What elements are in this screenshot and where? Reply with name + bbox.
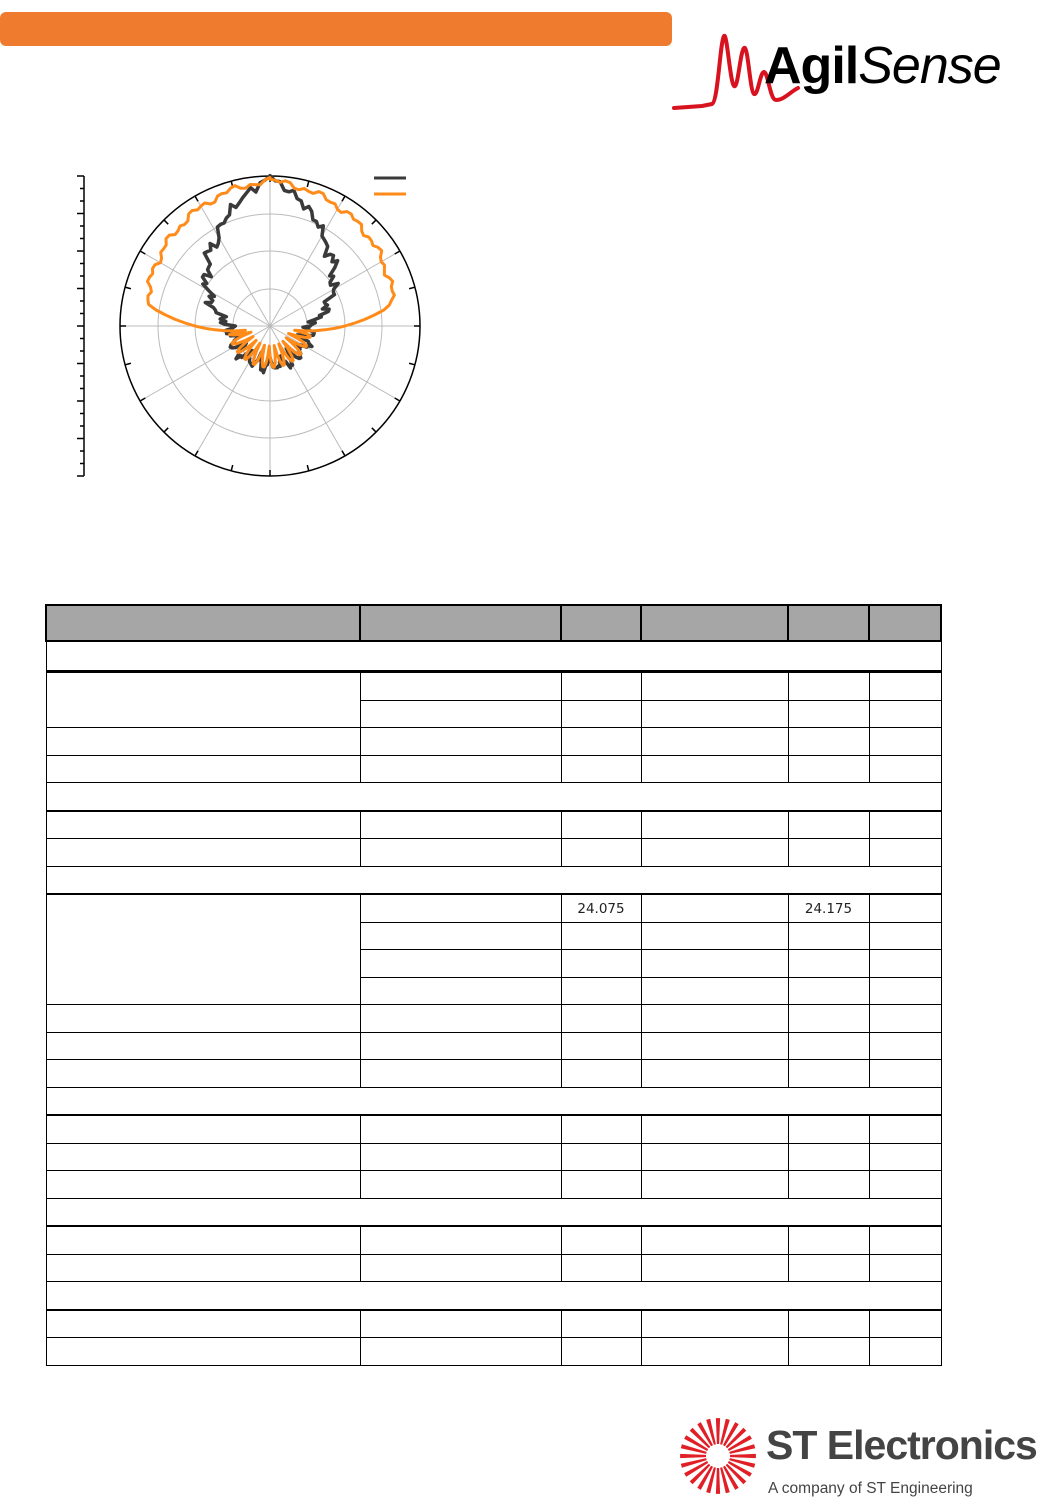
table-row (46, 811, 941, 839)
section-row (46, 1087, 941, 1115)
header-cell (869, 605, 941, 641)
rim-tick (372, 428, 376, 432)
radial-scale-axis (77, 176, 84, 476)
table-row (46, 1005, 941, 1033)
rim-tick (372, 220, 376, 224)
burst-ray (681, 1458, 707, 1468)
burst-ray (706, 1467, 716, 1493)
table-row (46, 894, 941, 922)
agilsense-logo (672, 22, 1048, 122)
table-row (46, 1310, 941, 1338)
table-row (46, 1338, 941, 1366)
table-row (46, 728, 941, 756)
plot-legend (374, 178, 406, 194)
rim-tick (342, 451, 345, 456)
rim-tick (409, 363, 415, 365)
burst-ray (716, 1468, 720, 1494)
burst-ray (720, 1419, 730, 1445)
grid-spoke (195, 196, 270, 326)
header-accent-bar (0, 12, 672, 46)
rim-tick (342, 196, 345, 201)
table-header-row (46, 605, 941, 641)
table-row (46, 1032, 941, 1060)
st-electronics-logo (676, 1408, 1048, 1510)
rim-tick (231, 465, 233, 471)
section-row (46, 641, 941, 672)
burst-ray (729, 1444, 755, 1454)
burst-ray (730, 1454, 756, 1458)
table-row (46, 839, 941, 867)
table-row (46, 1143, 941, 1171)
rim-tick (307, 181, 309, 187)
rim-tick (395, 251, 400, 254)
header-cell (360, 605, 561, 641)
burst-ray (706, 1419, 716, 1445)
starburst-icon (678, 1416, 758, 1496)
burst-ray (720, 1467, 730, 1493)
frequency-max-value: 24.175 (804, 900, 853, 917)
rim-tick (307, 465, 309, 471)
rim-tick (140, 251, 145, 254)
frequency-min-value: 24.075 (577, 900, 625, 917)
pattern-series-2 (148, 178, 395, 368)
table-row (46, 1060, 941, 1088)
header-cell (561, 605, 641, 641)
antenna-polar-plot (70, 160, 470, 490)
table-row (46, 755, 941, 783)
rim-tick (125, 363, 131, 365)
table-row (46, 1226, 941, 1254)
brand-part-sense: Sense (858, 37, 1001, 95)
header-cell (788, 605, 869, 641)
rim-tick (140, 398, 145, 401)
section-row (46, 866, 941, 894)
rim-tick (125, 287, 131, 289)
rim-tick (395, 398, 400, 401)
table-row (46, 1171, 941, 1199)
brand-part-agil: Agil (764, 37, 859, 95)
burst-ray (729, 1458, 755, 1468)
table-row (46, 1254, 941, 1282)
rim-tick (195, 451, 198, 456)
rim-tick (164, 220, 168, 224)
burst-ray (681, 1444, 707, 1454)
table-row (46, 672, 941, 701)
section-row (46, 1198, 941, 1226)
brand-wordmark (764, 36, 1001, 96)
table-row (46, 1115, 941, 1143)
footer-brand-name: ST Electronics (766, 1422, 1037, 1468)
section-row (46, 783, 941, 811)
header-cell (641, 605, 788, 641)
polar-grid (120, 176, 420, 476)
header-cell (46, 605, 360, 641)
section-row (46, 1282, 941, 1310)
burst-ray (716, 1418, 720, 1444)
burst-ray (680, 1454, 706, 1458)
rim-tick (195, 196, 198, 201)
rim-tick (409, 287, 415, 289)
specification-table (45, 604, 942, 1366)
rim-tick (164, 428, 168, 432)
footer-tagline: A company of ST Engineering (768, 1480, 973, 1497)
